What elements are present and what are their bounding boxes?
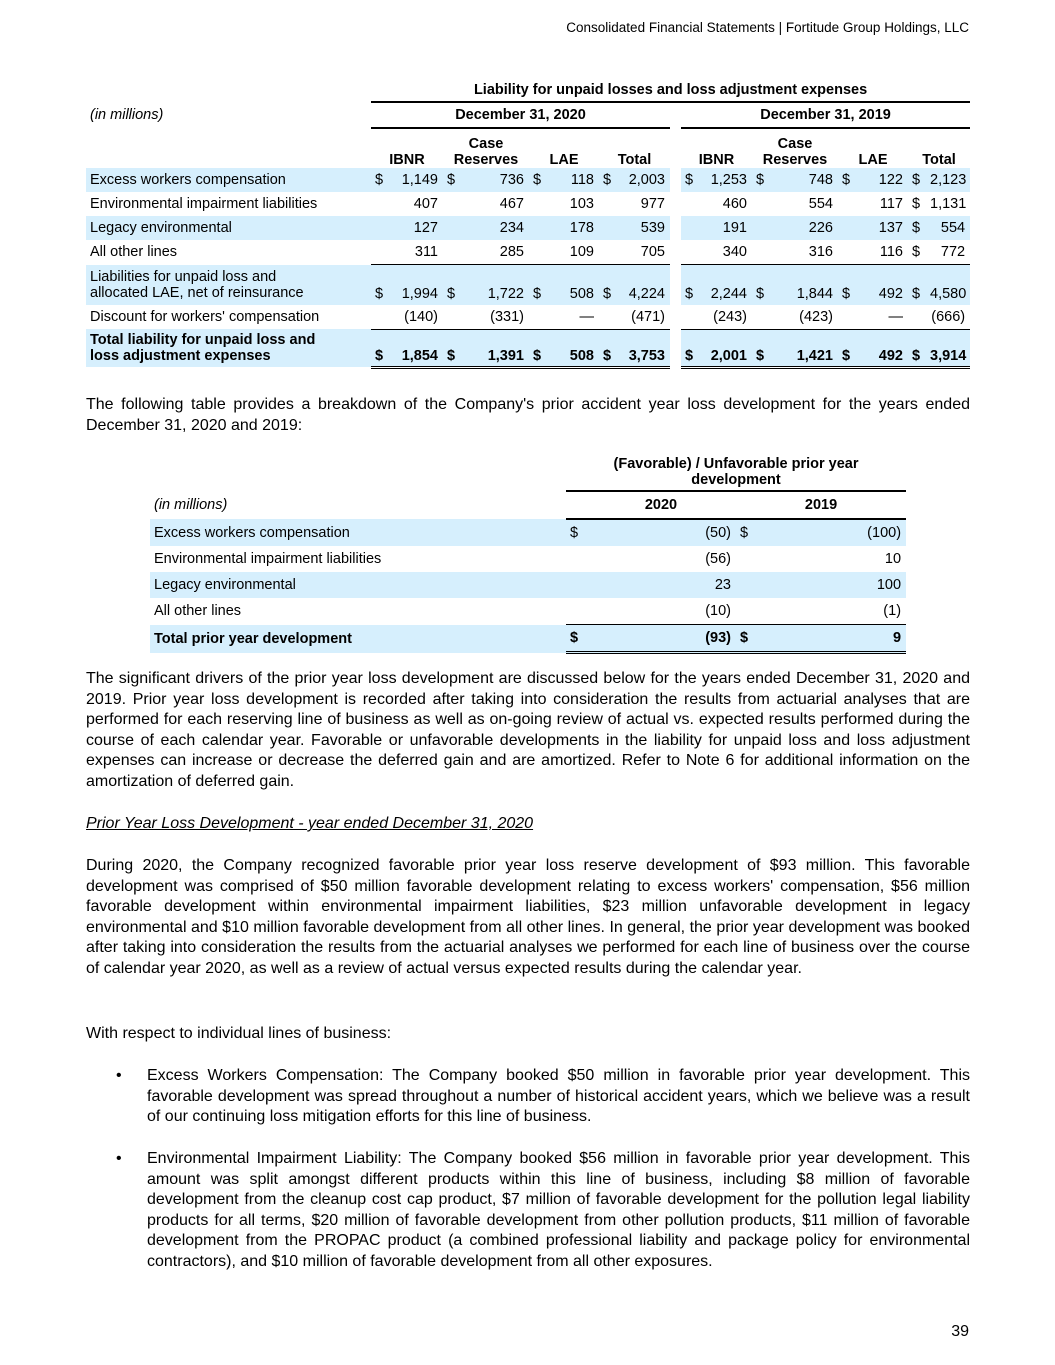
cell-value: 191 — [703, 216, 752, 240]
currency-sign: $ — [736, 625, 756, 653]
currency-sign: $ — [752, 265, 774, 305]
table-row — [86, 216, 970, 240]
cell-value: 460 — [722, 196, 747, 212]
cell-value: 117 — [879, 196, 903, 212]
table-period-row — [86, 102, 970, 128]
currency-sign: $ — [529, 265, 551, 305]
table-row-total — [86, 329, 970, 367]
cell-value: 705 — [621, 240, 670, 265]
table-row — [86, 192, 970, 216]
currency-sign: $ — [371, 265, 393, 305]
currency-sign: $ — [529, 168, 551, 192]
cell-value: 3,753 — [621, 329, 670, 367]
currency-sign: $ — [599, 329, 621, 367]
development-paragraph: During 2020, the Company recognized favorable prior year loss reserve development of $93 million. This favorable development was comprised of $50 million favorable development relating to excess workers' compensation, $56 million favorable development within environmental impairment liabilities, $23 million unfavorable development in legacy environmental and $10 million favorable development from all other lines. In general, the prior year development was booked after taking into consideration the results from the actuarial analyses we performed for each line of business over the course of calendar year 2020, as well as a review of actual versus expected results during the calendar year. — [86, 857, 970, 977]
cell-value: 492 — [860, 265, 908, 305]
cell-value: 103 — [569, 196, 594, 212]
currency-sign: $ — [599, 265, 621, 305]
cell-value: (93) — [586, 625, 736, 653]
bullet-icon: • — [116, 1067, 122, 1084]
cell-value: 137 — [860, 216, 908, 240]
col-ibnr: IBNR — [698, 152, 735, 168]
row-label: Excess workers compensation — [150, 519, 560, 546]
row-label: All other lines — [154, 603, 242, 620]
row-label: All other lines — [90, 244, 178, 261]
currency-sign: $ — [566, 625, 586, 653]
cell-value: 311 — [393, 240, 443, 265]
table-super-header-row — [86, 78, 970, 102]
page-header: Consolidated Financial Statements | Fortitude Group Holdings, LLC — [566, 20, 969, 35]
currency-sign: $ — [908, 216, 930, 240]
bullet-text: Excess Workers Compensation: The Company booked $50 million in favorable prior year development. This favorable development was spread throughout a number of historical accident years, which we believe was a result of our continuing loss mitigation efforts for this line of business. — [147, 1067, 970, 1125]
cell-value: 1,421 — [774, 329, 838, 367]
cell-value: 1,149 — [393, 168, 443, 192]
lines-intro: With respect to individual lines of business: — [86, 1025, 392, 1042]
cell-value: — — [860, 305, 908, 330]
row-label: Environmental impairment liabilities — [154, 551, 382, 567]
prior-year-development-table — [150, 452, 906, 654]
table-row — [150, 598, 906, 625]
cell-value: 407 — [413, 196, 438, 212]
col-total: Total — [922, 152, 956, 168]
cell-value: (1) — [756, 598, 906, 625]
cell-value: 100 — [756, 572, 906, 598]
cell-value: 748 — [774, 168, 838, 192]
row-label: Excess workers compensation — [86, 168, 357, 192]
currency-sign: $ — [908, 329, 930, 367]
cell-value: 122 — [860, 168, 908, 192]
table-row — [150, 519, 906, 546]
currency-sign: $ — [566, 519, 586, 546]
table-row — [86, 305, 970, 330]
col-ibnr: IBNR — [389, 152, 425, 168]
table-row-total — [150, 625, 906, 653]
col-case-reserves: Case Reserves — [453, 136, 519, 168]
cell-value: 234 — [465, 216, 529, 240]
row-label: Environmental impairment liabilities — [90, 196, 318, 212]
super-header: Liability for unpaid losses and loss adjustment expenses — [371, 78, 970, 102]
cell-value: 226 — [774, 216, 838, 240]
currency-sign: $ — [443, 168, 465, 192]
col-case-reserves: Case Reserves — [762, 136, 828, 168]
cell-value: (50) — [586, 519, 736, 546]
liability-table — [86, 78, 970, 369]
cell-value: 2,244 — [703, 265, 752, 305]
currency-sign: $ — [752, 329, 774, 367]
currency-sign: $ — [912, 196, 921, 212]
cell-value: 340 — [703, 240, 752, 265]
bullet-icon: • — [116, 1150, 122, 1167]
col-lae: LAE — [549, 152, 579, 168]
cell-value: 10 — [884, 551, 902, 567]
currency-sign: $ — [908, 265, 930, 305]
row-label: Liabilities for unpaid loss and allocated LAE, net of reinsurance — [86, 265, 357, 305]
cell-value: 2,123 — [930, 168, 970, 192]
currency-sign: $ — [599, 168, 621, 192]
page-number: 39 — [951, 1323, 969, 1340]
currency-sign: $ — [908, 168, 930, 192]
cell-value: 554 — [930, 216, 970, 240]
bullet-item — [86, 1149, 970, 1272]
table-row — [150, 572, 906, 598]
cell-value: 1,722 — [465, 265, 529, 305]
currency-sign: $ — [443, 265, 465, 305]
currency-sign: $ — [681, 329, 703, 367]
cell-value: 316 — [774, 240, 838, 265]
development-header: (Favorable) / Unfavorable prior year development — [566, 452, 906, 491]
cell-value: — — [551, 305, 599, 330]
currency-sign: $ — [908, 240, 930, 265]
cell-value: 492 — [860, 329, 908, 367]
col-2020: 2020 — [566, 491, 736, 519]
intro-paragraph: The following table provides a breakdown of the Company's prior accident year loss development for the years ended December 31, 2020 and 2019: — [86, 396, 970, 434]
currency-sign: $ — [371, 168, 393, 192]
table-row — [86, 265, 970, 305]
currency-sign: $ — [681, 168, 703, 192]
col-2019: 2019 — [736, 491, 906, 519]
cell-value: 285 — [465, 240, 529, 265]
cell-value: 1,391 — [465, 329, 529, 367]
cell-value: 23 — [586, 572, 736, 598]
table-super-header-row — [150, 452, 906, 491]
cell-value: (10) — [586, 598, 736, 625]
row-label: Total prior year development — [150, 625, 560, 653]
cell-value: (243) — [703, 305, 752, 330]
cell-value: 467 — [499, 196, 524, 212]
cell-value: 2,001 — [703, 329, 752, 367]
currency-sign: $ — [529, 329, 551, 367]
currency-sign: $ — [838, 329, 860, 367]
cell-value: (331) — [465, 305, 529, 330]
cell-value: 539 — [621, 216, 670, 240]
cell-value: 118 — [551, 168, 599, 192]
cell-value: 508 — [551, 265, 599, 305]
cell-value: 977 — [640, 196, 665, 212]
cell-value: 2,003 — [621, 168, 670, 192]
cell-value: 772 — [930, 240, 970, 265]
cell-value: 109 — [551, 240, 599, 265]
cell-value: 508 — [551, 329, 599, 367]
col-total: Total — [617, 152, 652, 168]
row-label: Legacy environmental — [150, 572, 560, 598]
cell-value: (423) — [774, 305, 838, 330]
cell-value: 178 — [551, 216, 599, 240]
section-subheading: Prior Year Loss Development - year ended December 31, 2020 — [86, 815, 534, 832]
currency-sign: $ — [443, 329, 465, 367]
cell-value: (471) — [621, 305, 670, 330]
cell-value: 1,994 — [393, 265, 443, 305]
period-2020: December 31, 2020 — [371, 102, 670, 128]
period-2019: December 31, 2019 — [681, 102, 970, 128]
table-column-header-row — [86, 128, 970, 168]
cell-value: 736 — [465, 168, 529, 192]
currency-sign: $ — [838, 265, 860, 305]
row-label: Discount for workers' compensation — [90, 308, 320, 325]
bullet-item — [86, 1066, 970, 1128]
cell-value: (140) — [393, 305, 443, 330]
cell-value: 1,844 — [774, 265, 838, 305]
currency-sign: $ — [838, 168, 860, 192]
cell-value: (666) — [930, 305, 970, 330]
cell-value: 116 — [860, 240, 908, 265]
currency-sign: $ — [736, 519, 756, 546]
cell-value: 1,854 — [393, 329, 443, 367]
units-label: (in millions) — [154, 497, 228, 513]
currency-sign: $ — [752, 168, 774, 192]
cell-value: (56) — [705, 551, 731, 567]
table-row — [86, 168, 970, 192]
currency-sign: $ — [371, 329, 393, 367]
cell-value: 9 — [756, 625, 906, 653]
row-label: Legacy environmental — [86, 216, 357, 240]
cell-value: 4,580 — [930, 265, 970, 305]
row-label: Total liability for unpaid loss and loss adjustment expenses — [86, 329, 357, 367]
cell-value: 554 — [808, 196, 833, 212]
cell-value: 1,131 — [930, 196, 967, 212]
cell-value: 127 — [393, 216, 443, 240]
bullet-text: Environmental Impairment Liability: The Company booked $56 million in favorable prior year development. This amount was split amongst different products within this line of business, including $8 million of favorable development from the cleanup cost cap product, $7 million of favorable development for the pollution legal liability products for all terms, $20 million of favorable development from other pollution products, $11 million of favorable development from the PROPAC product (a combined professional liability and package policy for environmental contractors), and $10 million of favorable development from all other exposures. — [147, 1150, 970, 1270]
cell-value: 4,224 — [621, 265, 670, 305]
cell-value: 3,914 — [930, 329, 970, 367]
cell-value: 1,253 — [703, 168, 752, 192]
table-row — [150, 546, 906, 572]
units-label: (in millions) — [90, 107, 164, 123]
table-column-header-row — [150, 491, 906, 519]
table-row — [86, 240, 970, 265]
cell-value: (100) — [756, 519, 906, 546]
currency-sign: $ — [681, 265, 703, 305]
drivers-paragraph: The significant drivers of the prior year loss development are discussed below for the years ended December 31, 2020 and 2019. Prior year loss development is recorded after taking into consideration the results from actuarial analyses that are performed for each reserving line of business as well as on-going review of actual vs. expected results performed during the course of each calendar year. Favorable or unfavorable developments in the liability for unpaid loss and loss adjustment expenses can increase or decrease the deferred gain and are amortized. Refer to Note 6 for additional information on the amortization of deferred gain. — [86, 670, 970, 790]
col-lae: LAE — [858, 152, 888, 168]
